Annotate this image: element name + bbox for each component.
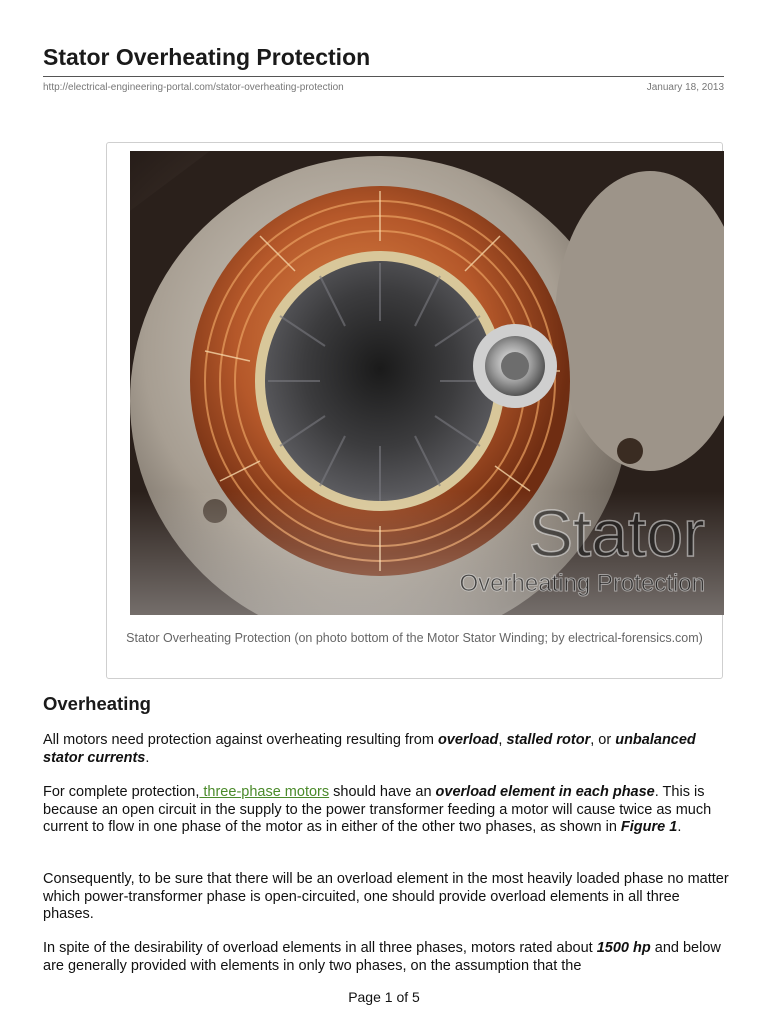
p4-text-2: and below are generally provided with elements in only two phases, on the assumption that the [43, 940, 721, 974]
overlay-subtitle: Overheating Protection [459, 570, 705, 597]
p1-text-4: . [145, 749, 150, 766]
title-divider [43, 76, 724, 77]
p2-text-3: . This is because an open circuit in the supply to the power transformer feeding a motor will cause twice as much current to flow in one phase of the motor as in either of the other two phases, as shown in [43, 784, 712, 835]
page-number: Page 1 of 5 [348, 989, 420, 1005]
p1-emphasis-overload: overload [437, 732, 499, 748]
p2-text-1: For complete protection, [43, 784, 200, 800]
p1-emphasis-unbalanced: unbalanced stator currents [43, 732, 696, 766]
p1-emphasis-stalled-rotor: stalled rotor [506, 732, 591, 748]
paragraph-1 [43, 732, 733, 767]
publish-date: January 18, 2013 [646, 82, 724, 93]
source-url: http://electrical-engineering-portal.com/stator-overheating-protection [43, 82, 344, 93]
p1-text-1: All motors need protection against overheating resulting from [43, 732, 438, 748]
paragraph-2 [43, 784, 733, 837]
p2-text-2: should have an [329, 784, 436, 800]
p1-text-2: , [498, 732, 507, 748]
overlay-title: Stator [528, 496, 705, 570]
stator-illustration [130, 151, 724, 615]
section-heading: Overheating [43, 693, 151, 714]
p4-emphasis-hp: 1500 hp [596, 940, 651, 956]
p2-text-4: . [677, 819, 682, 835]
stator-photo [130, 151, 724, 615]
paragraph-4 [43, 940, 733, 975]
p1-text-3: , or [590, 732, 616, 748]
paragraph-3: Consequently, to be sure that there will be an overload element in the most heavily loaded phase no matter which power-transformer phase is open-circuited, one should provide overload elements in all three phases. [43, 871, 729, 922]
p2-emphasis-overload-element: overload element in each phase [435, 784, 655, 800]
p4-text-1: In spite of the desirability of overload elements in all three phases, motors rated about [43, 940, 597, 956]
three-phase-motors-link[interactable]: three-phase motors [199, 784, 330, 800]
figure-caption: Stator Overheating Protection (on photo bottom of the Motor Stator Winding; by electrical-forensics.com) [126, 631, 703, 645]
p2-emphasis-figure-ref: Figure 1 [620, 819, 678, 835]
page-title: Stator Overheating Protection [43, 44, 371, 70]
figure-box [106, 142, 723, 679]
